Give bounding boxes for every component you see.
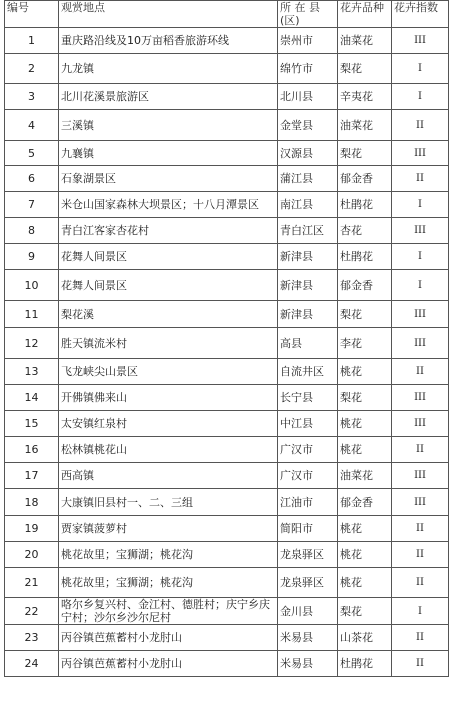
table-row [5,651,449,677]
row-flower-variety: 郁金香 [338,489,392,516]
row-flower-variety: 桃花 [338,437,392,463]
row-flower-index: II [392,516,449,542]
table-row [5,598,449,625]
table-row [5,359,449,385]
table-row [5,385,449,411]
row-location: 大康镇旧县村一、二、三组 [59,489,278,516]
row-district: 北川县 [278,84,338,110]
table-row [5,568,449,598]
row-location: 重庆路沿线及10万亩稻香旅游环线 [59,28,278,54]
header-flower-variety: 花卉品种 [338,1,392,28]
row-flower-variety: 山茶花 [338,625,392,651]
row-location: 花舞人间景区 [59,244,278,270]
row-number: 3 [5,84,59,110]
row-flower-variety: 杏花 [338,218,392,244]
row-flower-variety: 桃花 [338,542,392,568]
row-flower-variety: 梨花 [338,301,392,328]
row-district: 高县 [278,328,338,359]
row-flower-variety: 桃花 [338,516,392,542]
row-number: 19 [5,516,59,542]
row-location: 太安镇红泉村 [59,411,278,437]
row-flower-variety: 梨花 [338,385,392,411]
row-location: 青白江客家杏花村 [59,218,278,244]
row-flower-index: III [392,218,449,244]
row-district: 江油市 [278,489,338,516]
row-number: 5 [5,141,59,166]
table-body [5,28,449,677]
row-location: 飞龙峡尖山景区 [59,359,278,385]
row-number: 24 [5,651,59,677]
row-flower-index: III [392,141,449,166]
row-flower-variety: 油菜花 [338,28,392,54]
row-flower-index: II [392,437,449,463]
row-flower-index: I [392,270,449,301]
row-number: 22 [5,598,59,625]
row-number: 9 [5,244,59,270]
row-flower-index: I [392,54,449,84]
row-location: 三溪镇 [59,110,278,141]
row-number: 12 [5,328,59,359]
header-district: 所 在 县(区) [278,1,338,28]
row-flower-index: III [392,489,449,516]
row-district: 汉源县 [278,141,338,166]
table-row [5,244,449,270]
table-row [5,141,449,166]
row-number: 7 [5,192,59,218]
header-location: 观赏地点 [59,1,278,28]
row-flower-index: III [392,28,449,54]
row-location: 石象湖景区 [59,166,278,192]
row-flower-variety: 杜鹃花 [338,244,392,270]
header-number: 编号 [5,1,59,28]
row-flower-index: II [392,166,449,192]
row-flower-variety: 梨花 [338,54,392,84]
row-number: 8 [5,218,59,244]
row-number: 21 [5,568,59,598]
row-number: 20 [5,542,59,568]
row-flower-variety: 油菜花 [338,463,392,489]
row-district: 简阳市 [278,516,338,542]
row-flower-index: I [392,192,449,218]
row-location: 松林镇桃花山 [59,437,278,463]
row-district: 米易县 [278,625,338,651]
row-district: 龙泉驿区 [278,568,338,598]
row-flower-variety: 油菜花 [338,110,392,141]
table-row [5,54,449,84]
row-number: 6 [5,166,59,192]
row-location: 桃花故里；宝狮湖；桃花沟 [59,568,278,598]
row-location: 丙谷镇芭蕉蓄村小龙肘山 [59,651,278,677]
row-flower-index: II [392,625,449,651]
table-row [5,463,449,489]
row-number: 13 [5,359,59,385]
row-flower-index: III [392,301,449,328]
table-row [5,166,449,192]
row-flower-variety: 梨花 [338,598,392,625]
row-district: 崇州市 [278,28,338,54]
row-number: 4 [5,110,59,141]
row-flower-variety: 郁金香 [338,270,392,301]
row-district: 广汉市 [278,437,338,463]
row-location: 开佛镇佛来山 [59,385,278,411]
row-flower-variety: 梨花 [338,141,392,166]
row-flower-index: II [392,542,449,568]
row-flower-variety: 桃花 [338,568,392,598]
table-row [5,516,449,542]
table-row [5,625,449,651]
row-district: 金堂县 [278,110,338,141]
row-flower-index: III [392,463,449,489]
row-location: 米仓山国家森林大坝景区；十八月潭景区 [59,192,278,218]
row-district: 新津县 [278,244,338,270]
table-row [5,411,449,437]
row-number: 11 [5,301,59,328]
row-flower-index: II [392,568,449,598]
row-location: 花舞人间景区 [59,270,278,301]
row-flower-variety: 杜鹃花 [338,651,392,677]
table-header-row [5,1,449,28]
row-flower-index: I [392,598,449,625]
row-district: 青白江区 [278,218,338,244]
row-flower-index: I [392,244,449,270]
row-number: 1 [5,28,59,54]
row-location: 咯尔乡复兴村、金江村、德胜村；庆宁乡庆宁村；沙尔乡沙尔尼村 [59,598,278,625]
row-flower-variety: 李花 [338,328,392,359]
table-row [5,270,449,301]
row-number: 23 [5,625,59,651]
row-district: 蒲江县 [278,166,338,192]
row-flower-variety: 杜鹃花 [338,192,392,218]
row-district: 新津县 [278,270,338,301]
row-flower-index: II [392,651,449,677]
row-district: 长宁县 [278,385,338,411]
flower-viewing-table [4,0,449,677]
row-district: 绵竹市 [278,54,338,84]
row-district: 南江县 [278,192,338,218]
row-location: 丙谷镇芭蕉蓄村小龙肘山 [59,625,278,651]
row-flower-index: III [392,328,449,359]
row-flower-index: II [392,359,449,385]
row-number: 10 [5,270,59,301]
row-location: 西高镇 [59,463,278,489]
row-number: 18 [5,489,59,516]
table-row [5,218,449,244]
row-flower-index: III [392,385,449,411]
row-flower-variety: 郁金香 [338,166,392,192]
row-district: 中江县 [278,411,338,437]
row-number: 2 [5,54,59,84]
row-flower-variety: 桃花 [338,359,392,385]
row-flower-variety: 桃花 [338,411,392,437]
table-row [5,110,449,141]
header-flower-index: 花卉指数 [392,1,449,28]
row-number: 17 [5,463,59,489]
row-district: 自流井区 [278,359,338,385]
table-row [5,84,449,110]
row-location: 胜天镇流米村 [59,328,278,359]
row-district: 米易县 [278,651,338,677]
table-row [5,192,449,218]
row-district: 新津县 [278,301,338,328]
row-location: 梨花溪 [59,301,278,328]
row-flower-variety: 辛夷花 [338,84,392,110]
row-location: 九襄镇 [59,141,278,166]
row-flower-index: I [392,84,449,110]
row-number: 14 [5,385,59,411]
row-district: 广汉市 [278,463,338,489]
row-number: 15 [5,411,59,437]
row-flower-index: III [392,411,449,437]
row-district: 金川县 [278,598,338,625]
row-location: 贾家镇菠萝村 [59,516,278,542]
row-location: 桃花故里；宝狮湖；桃花沟 [59,542,278,568]
table-row [5,489,449,516]
table-row [5,28,449,54]
table-row [5,301,449,328]
table-row [5,437,449,463]
table-row [5,542,449,568]
row-district: 龙泉驿区 [278,542,338,568]
row-location: 北川花溪景旅游区 [59,84,278,110]
row-location: 九龙镇 [59,54,278,84]
row-flower-index: II [392,110,449,141]
row-number: 16 [5,437,59,463]
table-row [5,328,449,359]
